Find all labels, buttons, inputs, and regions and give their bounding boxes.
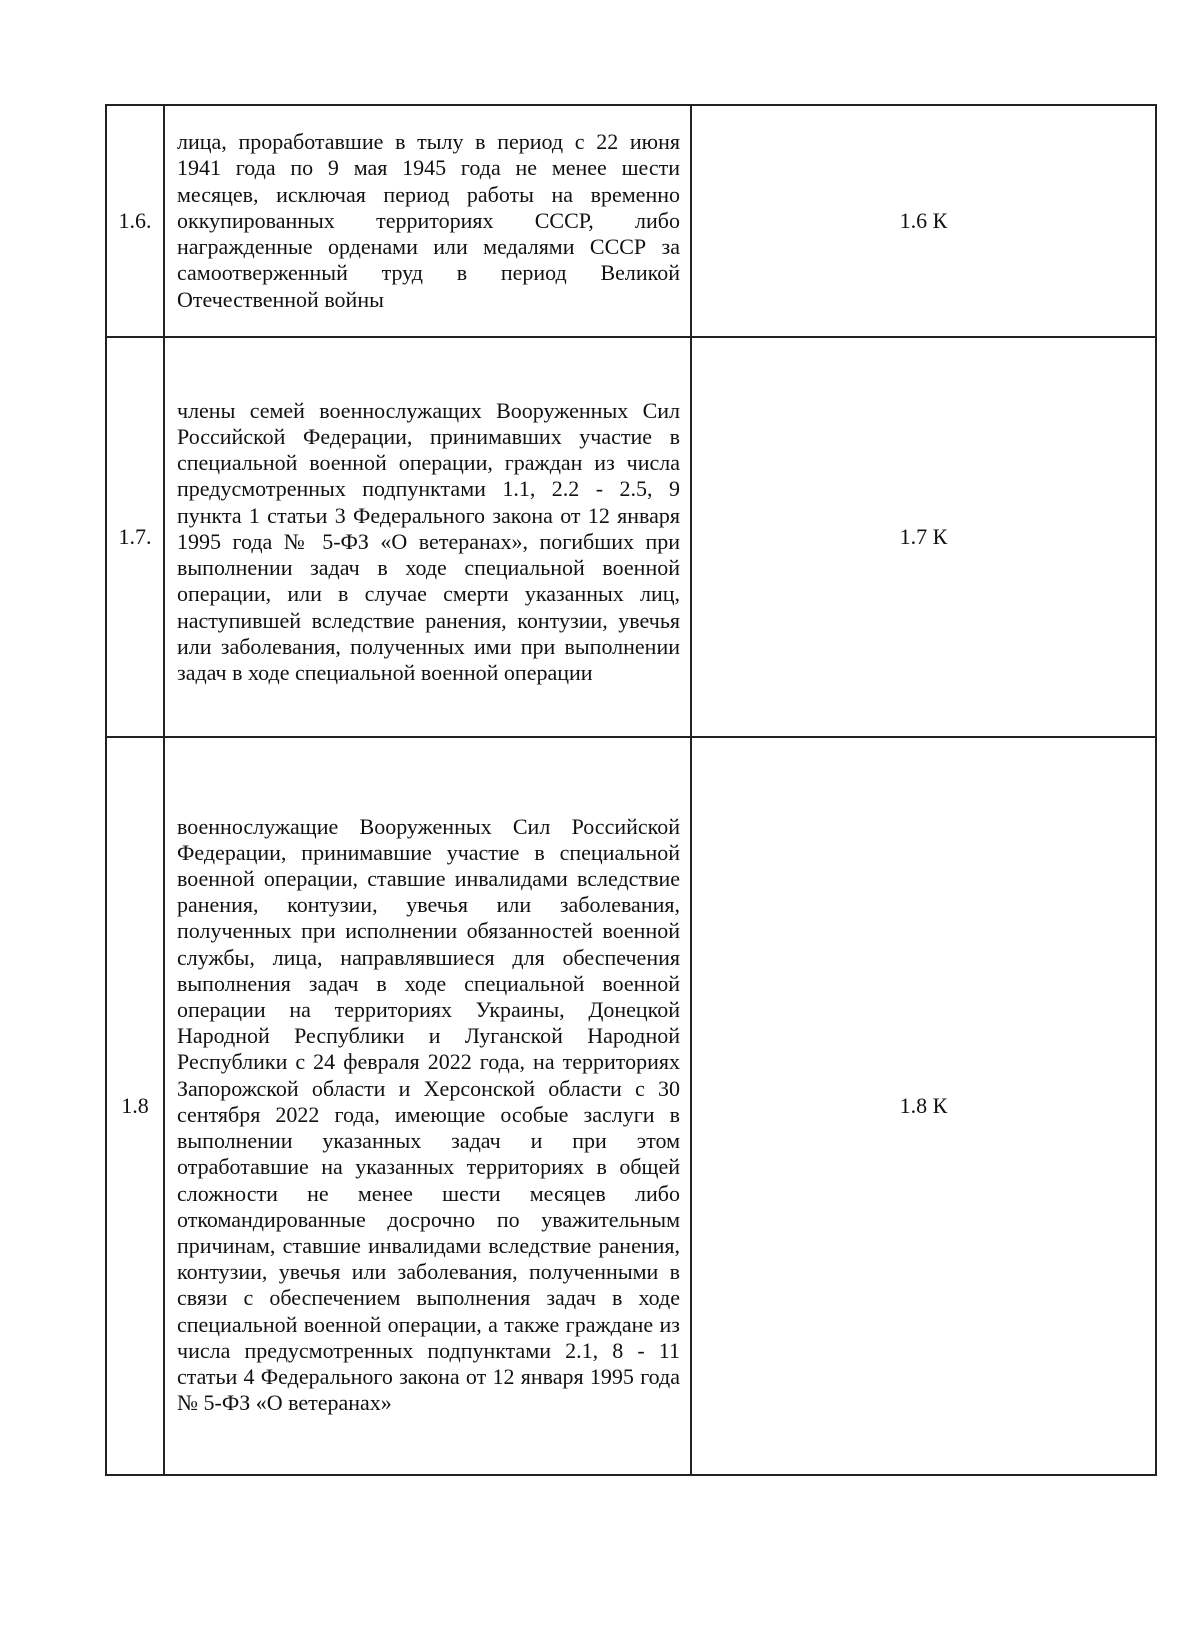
row-description-text: члены семей военнослужащих Вооруженных Сил Российской Федерации, принимавших участие в специальной военной операции, граждан из числа предусмотренных подпунктами 1.1, 2.2 - 2.5, 9 пункта 1 статьи 3 Федерального закона от 12 января 1995 года № 5-ФЗ «О ветеранах», погибших при выполнении задач в ходе специальной военной операции, или в случае смерти указанных лиц, наступившей вследствие ранения, контузии, увечья или заболевания, полученных ими при выполнении задач в ходе специальной военной операции xyxy=(177,397,680,685)
row-description xyxy=(164,105,691,337)
row-code: 1.8 К xyxy=(691,737,1156,1475)
row-description-text: военнослужащие Вооруженных Сил Российской Федерации, принимавшие участие в специальной военной операции, ставшие инвалидами вследствие ранения, контузии, увечья или заболевания, полученных при исполнении обязанностей военной службы, лица, направлявшиеся для обеспечения выполнения задач в ходе специальной военной операции на территориях Украины, Донецкой Народной Республики и Луганской Народной Республики с 24 февраля 2022 года, на территориях Запорожской области и Херсонской области с 30 сентября 2022 года, имеющие особые заслуги в выполнении указанных задач и при этом отработавшие на указанных территориях в общей сложности не менее шести месяцев либо откомандированные досрочно по уважительным причинам, ставшие инвалидами вследствие ранения, контузии, увечья или заболевания, полученными в связи с обеспечением выполнения задач в ходе специальной военной операции, а также граждане из числа предусмотренных подпунктами 2.1, 8 - 11 статьи 4 Федерального закона от 12 января 1995 года № 5-ФЗ «О ветеранах» xyxy=(177,813,680,1416)
row-description-text: лица, проработавшие в тылу в период с 22 июня 1941 года по 9 мая 1945 года не менее шести месяцев, исключая период работы на временно оккупированных территориях СССР, либо награжденные орденами или медалями СССР за самоотверженный труд в период Великой Отечественной войны xyxy=(177,129,680,312)
table-row xyxy=(106,737,1156,1475)
table-row xyxy=(106,105,1156,337)
row-code: 1.7 К xyxy=(691,337,1156,737)
table-row xyxy=(106,337,1156,737)
row-code: 1.6 К xyxy=(691,105,1156,337)
row-number: 1.6. xyxy=(106,105,164,337)
row-description xyxy=(164,337,691,737)
row-number: 1.7. xyxy=(106,337,164,737)
row-number: 1.8 xyxy=(106,737,164,1475)
row-description xyxy=(164,737,691,1475)
benefits-category-table xyxy=(105,104,1157,1476)
